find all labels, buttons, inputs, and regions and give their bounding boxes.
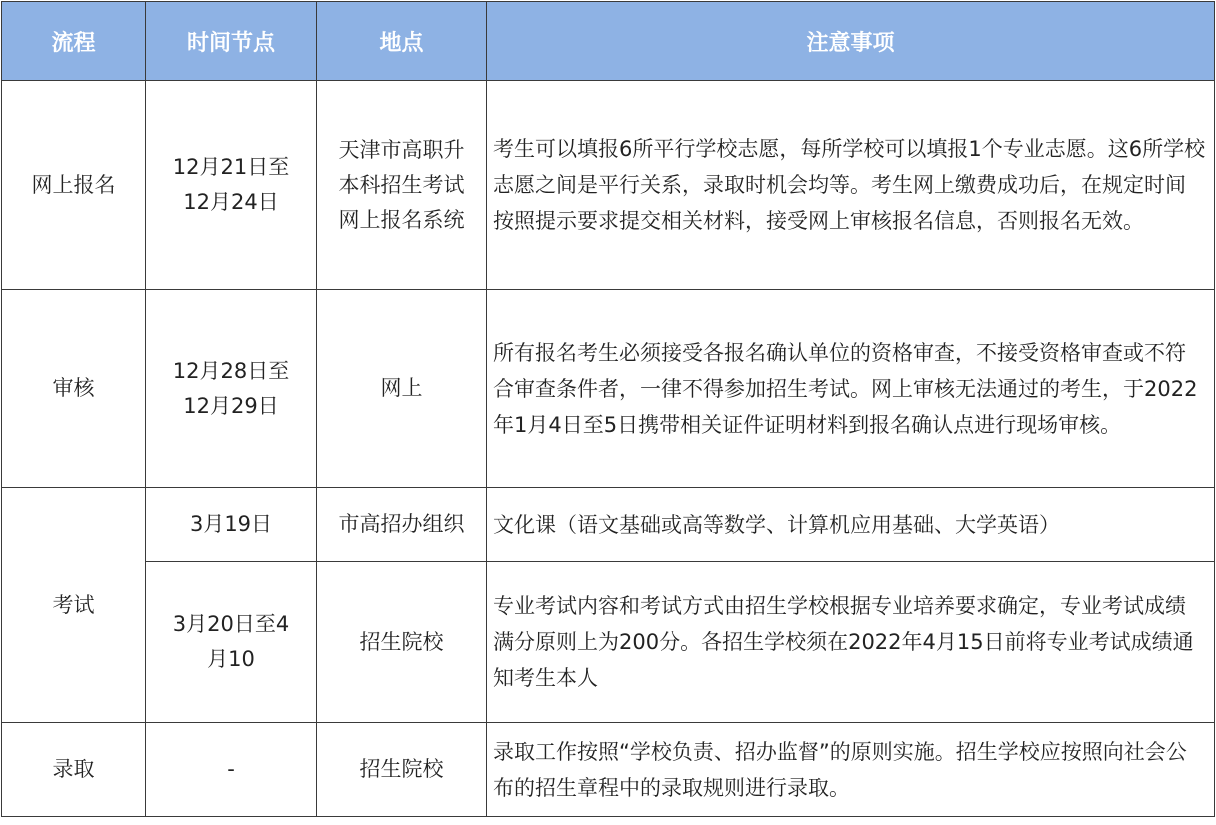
cell-process: 录取 [2,723,146,817]
place-line: 天津市高职升 [338,137,465,162]
header-notes: 注意事项 [487,2,1215,81]
place-line: 本科招生考试 [338,172,465,197]
header-process: 流程 [2,2,146,81]
table-body [2,81,1215,817]
cell-place [317,562,487,723]
table-row [2,723,1215,817]
cell-place [317,290,487,488]
cell-notes: 文化课（语文基础或高等数学、计算机应用基础、大学英语） [487,488,1215,562]
time-line: 3月19日 [189,512,273,536]
cell-time [146,488,317,562]
cell-place [317,723,487,817]
time-line: 3月20日至4 [172,612,290,636]
time-line: 12月21日至 [172,155,290,179]
cell-notes: 考生可以填报6所平行学校志愿，每所学校可以填报1个专业志愿。这6所学校志愿之间是平行关系，录取时机会均等。考生网上缴费成功后，在规定时间按照提示要求提交相关材料，接受网上审核报名信息，否则报名无效。 [487,81,1215,290]
cell-notes: 录取工作按照“学校负责、招办监督”的原则实施。招生学校应按照向社会公布的招生章程中的录取规则进行录取。 [487,723,1215,817]
cell-notes: 所有报名考生必须接受各报名确认单位的资格审查，不接受资格审查或不符合审查条件者，一律不得参加招生考试。网上审核无法通过的考生，于2022年1月4日至5日携带相关证件证明材料到报名确认点进行现场审核。 [487,290,1215,488]
place-line: 网上报名系统 [338,207,465,232]
header-time: 时间节点 [146,2,317,81]
admission-schedule-table [1,1,1215,817]
cell-time [146,81,317,290]
table-header [2,2,1215,81]
cell-time [146,723,317,817]
cell-time [146,562,317,723]
cell-process: 考试 [2,488,146,723]
cell-place [317,81,487,290]
cell-time [146,290,317,488]
time-line: 12月24日 [183,190,279,214]
cell-process: 网上报名 [2,81,146,290]
place-line: 网上 [380,376,423,400]
header-row [2,2,1215,81]
place-line: 招生院校 [359,629,444,654]
time-line: 12月29日 [183,393,279,418]
table-row [2,81,1215,290]
table-row [2,562,1215,723]
table-row [2,488,1215,562]
time-line: 12月28日至 [172,358,290,383]
table-row [2,290,1215,488]
cell-notes: 专业考试内容和考试方式由招生学校根据专业培养要求确定，专业考试成绩满分原则上为200分。各招生学校须在2022年4月15日前将专业考试成绩通知考生本人 [487,562,1215,723]
place-line: 招生院校 [359,757,444,781]
place-line: 市高招办组织 [338,512,465,536]
cell-process: 审核 [2,290,146,488]
time-line: 月10 [207,647,255,671]
cell-place [317,488,487,562]
time-line: - [227,757,235,781]
header-place: 地点 [317,2,487,81]
